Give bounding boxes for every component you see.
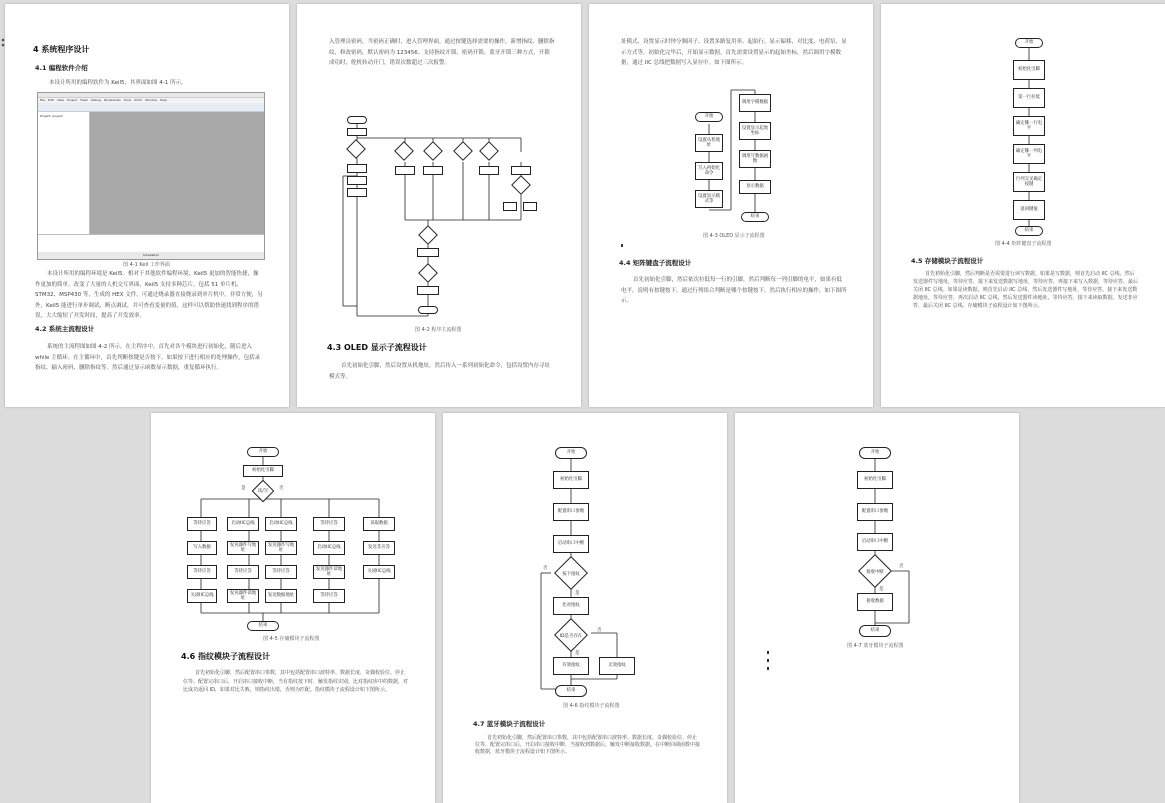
menu-project: Project — [66, 98, 78, 102]
keypad-flow-step: 第一行拉低 — [1013, 88, 1045, 108]
bluetooth-flowchart — [847, 445, 937, 641]
fp-flow-end: 结束 — [555, 685, 587, 697]
flow-node — [511, 166, 531, 175]
document-page-7[interactable] — [735, 413, 1019, 803]
figure-caption-4-2: 图 4-2 程序主流程图 — [415, 327, 462, 333]
keil-description-paragraph: 本设计所用的编程环境是 Keil5。相对于其他软件编程环境，Keil5 更加的智能快捷，操作更加的简单。改变了大量的人机交互界面，Keil5 支持多种芯片，包括 51 单片机、STM32、MSP430 等，生成的 HEX 文件，可通过烧录器直接烧录到单片机中。非常方便，另外，Keil5 能进行单步调试、断点调试，并可查看变量的值，这样可以帮助快速找到程序的错误，大大缩短了开发时间，提高了开发效率。 — [35, 271, 263, 319]
bt-flow-step: 启动串口中断 — [857, 533, 893, 551]
menu-debug: Debug — [91, 98, 101, 102]
section-heading-4-7: 4.7 蓝牙模块子流程设计 — [473, 720, 546, 728]
storage-step: 启动IIC总线 — [313, 541, 345, 555]
fingerprint-flowchart — [539, 445, 649, 699]
storage-flow-start: 开始 — [247, 447, 279, 457]
intro-paragraph: 本设计所用的编程软件为 Keil5，其界面如图 4-1 所示。 — [49, 80, 187, 86]
storage-step: 等待应答 — [187, 517, 217, 531]
figure-caption-4-6: 图 4-6 指纹模块子流程图 — [563, 703, 620, 709]
flow-node — [479, 166, 499, 175]
oled-flow-step: 调用写数据函数 — [739, 150, 771, 168]
yes-label: 是 — [879, 587, 884, 592]
flow-node — [347, 176, 367, 185]
flow-node — [417, 248, 439, 257]
menu-peripherals: Peripherals — [103, 98, 121, 102]
flow-node — [423, 166, 443, 175]
yes-label: 是 — [241, 486, 246, 491]
keypad-flow-step: 确定哪一列电平 — [1013, 144, 1045, 164]
keypad-flow-step: 返回键值 — [1013, 200, 1045, 220]
fp-flow-step: 启动串口中断 — [553, 535, 589, 553]
project-tree-item: Project: project — [40, 114, 63, 118]
flow-node — [395, 166, 415, 175]
paragraph-mark — [767, 667, 769, 670]
no-label: 否 — [543, 566, 548, 571]
document-page-4[interactable] — [881, 4, 1165, 407]
yes-label: 是 — [575, 591, 580, 596]
figure-caption-4-7: 图 4-7 蓝牙模块子流程图 — [847, 643, 904, 649]
screenshot-project-pane — [38, 112, 90, 234]
continued-paragraph: 入管理员密码，当密码正确时，进入管理界面。通过按键选择需要的操作，新增指纹、删除指纹、修改密码，默认密码为 123456。支持指纹开锁、密码开锁、蓝牙开锁三种方式，开锁成功时，舵机转动开门，错误次数超过三次报警。 — [329, 39, 555, 66]
keypad-flow-step: 确定哪一行电平 — [1013, 116, 1045, 136]
menu-flash: Flash — [80, 98, 89, 102]
document-page-2[interactable] — [297, 4, 581, 407]
bluetooth-paragraph: 首先初始化引脚，然后配置串口参数，其中包括配置串口波特率、数据长度、奇偶校验位、停止位等。配置完串口后，开启串口接收中断，当接收到数据后，触发中断接收数据。在中断回调函数中接收数据，蓝牙模块子流程设计如下图所示。 — [475, 735, 701, 755]
paragraph-mark — [767, 651, 769, 654]
screenshot-editor-area — [90, 112, 264, 234]
storage-step: 等待应答 — [227, 565, 259, 579]
storage-step: 发送非应答 — [363, 541, 395, 555]
document-page-3[interactable] — [589, 4, 873, 407]
screenshot-toolbar — [38, 103, 264, 112]
storage-step: 读取数据 — [363, 517, 395, 531]
flow-node — [347, 116, 367, 124]
storage-step: 启动IIC总线 — [227, 517, 259, 531]
fp-decision-label: ID是否存在 — [559, 634, 583, 639]
section-heading-4-1: 4.1 编程软件介绍 — [35, 64, 88, 72]
fp-flow-step: 无效指纹 — [599, 657, 635, 675]
document-page-5[interactable] — [151, 413, 435, 803]
figure-caption-4-5: 图 4-5 存储模块子流程图 — [263, 636, 320, 642]
storage-paragraph: 首先初始化引脚，然后判断是否需要进行读写数据，如果是写数据，则首先启动 IIC 总线，然后发送器件写地址，等待应答，接下来发送数据写地址，等待应答，再接下来写入数据，等待应答，最后关闭 IIC 总线。如果是读数据，则首先启动 IIC 总线，然后发送器件写地址，等待应答，接下来发送数据地址，等待应答，再次启动 IIC 总线，然后发送器件读地址，等待应答，接下来读取数据，发送非应答，最后关闭 IIC 总线。存储模块子流程设计如下图所示。 — [913, 271, 1139, 309]
oled-flow-step: 显示数据 — [739, 180, 771, 194]
keil-screenshot — [37, 92, 265, 260]
storage-step: 发送数据地址 — [265, 589, 297, 603]
storage-step: 启动IIC总线 — [265, 517, 297, 531]
keypad-flowchart — [1009, 38, 1049, 238]
storage-flow-end: 结束 — [247, 621, 279, 631]
storage-step: 关闭IIC总线 — [363, 565, 395, 579]
main-flow-paragraph: 系统的主流程图如图 4-2 所示。在主程序中，首先对各个模块进行初始化，随后进入 while 主循环。在主循环中，首先判断按键是否按下，如果按下进行相应的处理操作，包括录指纹、输入密码、删除指纹等。然后通过显示函数显示数据，重复循环执行。 — [35, 344, 261, 371]
oled-flow-end: 结束 — [741, 212, 769, 222]
flow-node — [347, 164, 367, 173]
paragraph-mark — [621, 244, 623, 247]
bt-flow-step: 接收数据 — [857, 593, 893, 611]
document-page-6[interactable] — [443, 413, 727, 803]
storage-flow-init: 初始化引脚 — [243, 465, 283, 477]
paragraph-mark — [767, 659, 769, 662]
oled-flow-step: 调用字模数据 — [739, 94, 771, 112]
flow-node — [347, 188, 367, 197]
storage-step: 等待应答 — [265, 565, 297, 579]
fp-flow-step: 配置串口参数 — [553, 503, 589, 521]
storage-step: 等待应答 — [313, 589, 345, 603]
storage-step: 关闭IIC总线 — [187, 589, 217, 603]
menu-window: Window — [145, 98, 157, 102]
flow-node — [523, 202, 537, 211]
keypad-flow-step: 初始化引脚 — [1013, 60, 1045, 80]
menu-help: Help — [159, 98, 167, 102]
section-heading-4-4: 4.4 矩阵键盘子流程设计 — [619, 259, 692, 267]
yes-label: 是 — [575, 651, 580, 656]
screenshot-statusbar — [38, 252, 264, 259]
section-heading-4-2: 4.2 系统主流程设计 — [35, 325, 95, 333]
storage-step: 等待应答 — [313, 517, 345, 531]
storage-step: 发送器件写地址 — [227, 541, 259, 555]
figure-caption-4-3: 图 4-3 OLED 显示子流程图 — [703, 233, 765, 239]
bt-decision-label: 接收中断 — [866, 570, 884, 575]
oled-flow-step: 写入初始化命令 — [695, 162, 723, 180]
status-text: Simulation — [143, 253, 159, 257]
fp-flow-start: 开始 — [555, 447, 587, 459]
screenshot-build-output — [38, 234, 264, 253]
storage-step: 等待应答 — [187, 565, 217, 579]
flow-node — [418, 306, 438, 314]
keypad-flow-end: 结束 — [1015, 226, 1043, 236]
flow-node — [347, 128, 367, 136]
oled-flow-step: 设置显示起始坐标 — [739, 122, 771, 140]
oled-flow-start: 开始 — [695, 112, 723, 122]
menu-view: View — [56, 98, 64, 102]
storage-step: 发送器件读地址 — [227, 589, 259, 603]
figure-caption-4-1: 图 4-1 Keil 工作界面 — [123, 262, 170, 268]
menu-tools: Tools — [123, 98, 132, 102]
no-label: 否 — [597, 628, 602, 633]
bt-flow-step: 配置串口参数 — [857, 503, 893, 521]
menu-file: File — [40, 98, 46, 102]
fp-flow-step: 初始化引脚 — [553, 471, 589, 489]
oled-flow-step: 设置从机地址 — [695, 134, 723, 152]
storage-step: 发送器件读地址 — [313, 565, 345, 579]
oled-flowchart — [689, 86, 799, 226]
keypad-flow-step: 行列交叉确定按键 — [1013, 172, 1045, 192]
storage-step: 发送器件写地址 — [265, 541, 297, 555]
oled-intro-paragraph: 首先初始化引脚，然后设置从机地址，然后传入一系列初始化命令，包括设置内存寻址模式等。 — [329, 363, 551, 380]
fingerprint-paragraph: 首先初始化引脚，然后配置串口参数，其中包括配置串口波特率、数据长度、奇偶校验位、停止位等。配置完串口后，开启串口接收中断，当有指纹按下时，触发指纹识别，比对指纹库中的数据，对比成功返回 ID，如果对比失败，则指纹出错，否则为匹配。指纹模块子流程设计如下图所示。 — [183, 670, 409, 693]
chapter-heading: 4 系统程序设计 — [33, 45, 90, 54]
keypad-flow-start: 开始 — [1015, 38, 1043, 48]
section-heading-4-5: 4.5 存储模块子流程设计 — [911, 257, 984, 265]
bt-flow-step: 初始化引脚 — [857, 471, 893, 489]
menu-svcs: SVCS — [134, 98, 143, 102]
figure-caption-4-4: 图 4-4 矩阵键盘子流程图 — [995, 241, 1052, 247]
section-heading-4-6: 4.6 指纹模块子流程设计 — [181, 652, 270, 661]
bt-flow-start: 开始 — [859, 447, 891, 459]
oled-continued-paragraph: 址模式、设置显示时钟分频因子、设置多路复用率、起始行、显示偏移、对比度、电荷泵、显示方式等。初始化完毕后，开始显示数据。首先需要设置显示的起始坐标，然后调用字模数据，通过 IIC 总线把数据写入显存中。如下图所示。 — [621, 39, 847, 66]
fp-flow-step: 比对指纹 — [553, 597, 589, 615]
document-page-1[interactable] — [5, 4, 289, 407]
flow-node — [417, 286, 439, 295]
keypad-paragraph: 首先初始化引脚，然后依次拉低每一行的引脚，然后判断每一列引脚的电平，如果有低电平，说明有按键按下，通过行列组合判断是哪个按键按下，然后执行相应的操作，如下图所示。 — [621, 277, 847, 304]
fp-decision-label: 按下指纹 — [562, 572, 580, 577]
flow-node — [503, 202, 517, 211]
oled-flow-step: 设置显示模式等 — [695, 190, 723, 208]
storage-decision-label: 读/写 — [257, 489, 269, 494]
no-label: 否 — [279, 486, 284, 491]
fp-flow-step: 有效指纹 — [553, 657, 589, 675]
bt-flow-end: 结束 — [859, 625, 891, 637]
no-label: 否 — [899, 564, 904, 569]
main-flowchart — [333, 116, 555, 322]
storage-step: 写入数据 — [187, 541, 217, 555]
section-heading-4-3: 4.3 OLED 显示子流程设计 — [327, 343, 427, 352]
menu-edit: Edit — [48, 98, 54, 102]
storage-flowchart — [179, 445, 405, 635]
